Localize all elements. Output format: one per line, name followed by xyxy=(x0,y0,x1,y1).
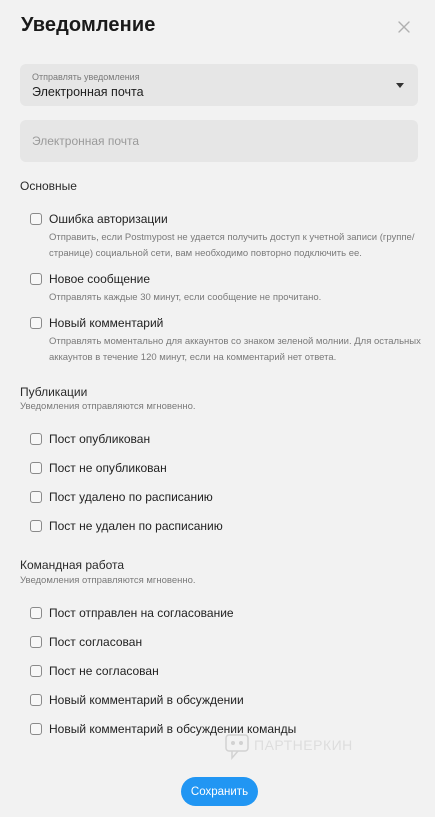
watermark-logo-icon xyxy=(224,733,250,761)
checkbox-label: Новый комментарий xyxy=(49,316,164,330)
checkbox-label: Пост согласован xyxy=(49,635,143,649)
checkbox[interactable] xyxy=(30,520,42,532)
checkbox-description: Отправлять каждые 30 минут, если сообщение не прочитано. xyxy=(49,292,322,303)
close-icon xyxy=(396,19,412,35)
checkbox-label: Ошибка авторизации xyxy=(49,212,168,226)
checkbox[interactable] xyxy=(30,213,42,225)
checkbox[interactable] xyxy=(30,433,42,445)
checkbox-label: Новый комментарий в обсуждении xyxy=(49,693,244,707)
watermark xyxy=(224,733,353,766)
select-value: Электронная почта xyxy=(32,85,144,99)
checkbox-description: Отправить, если Postmypost не удается получить доступ к учетной записи (группе/странице) социальной сети, вам необходимо повторно подключить ее. xyxy=(49,232,415,259)
send-notifications-select[interactable] xyxy=(20,64,418,106)
page-title: Уведомление xyxy=(21,14,156,36)
checkbox[interactable] xyxy=(30,665,42,677)
close-button[interactable] xyxy=(396,19,412,35)
checkbox-label: Пост не согласован xyxy=(49,664,159,678)
section-title-publications: Публикации xyxy=(20,385,88,399)
dropdown-arrow-icon xyxy=(396,83,404,88)
checkbox[interactable] xyxy=(30,317,42,329)
checkbox[interactable] xyxy=(30,491,42,503)
checkbox[interactable] xyxy=(30,462,42,474)
checkbox[interactable] xyxy=(30,273,42,285)
checkbox[interactable] xyxy=(30,636,42,648)
checkbox-label: Пост удалено по расписанию xyxy=(49,490,213,504)
section-title-main: Основные xyxy=(20,179,77,193)
checkbox-label: Новый комментарий в обсуждении команды xyxy=(49,722,297,736)
save-button[interactable]: Сохранить xyxy=(181,777,258,806)
section-subtitle-publications: Уведомления отправляются мгновенно. xyxy=(20,401,196,412)
checkbox[interactable] xyxy=(30,723,42,735)
checkbox-description: Отправлять моментально для аккаунтов со знаком зеленой молнии. Для остальных аккаунтов в течение 120 минут, если на комментарий нет ответа. xyxy=(49,336,421,363)
section-subtitle-team: Уведомления отправляются мгновенно. xyxy=(20,575,196,586)
checkbox-label: Пост не удален по расписанию xyxy=(49,519,223,533)
watermark-text: ПАРТНЕРКИН xyxy=(254,737,353,753)
email-field[interactable] xyxy=(20,120,418,162)
select-label: Отправлять уведомления xyxy=(32,72,140,82)
checkbox[interactable] xyxy=(30,694,42,706)
checkbox-label: Пост опубликован xyxy=(49,432,151,446)
section-title-team: Командная работа xyxy=(20,558,125,572)
checkbox-label: Пост не опубликован xyxy=(49,461,167,475)
checkbox[interactable] xyxy=(30,607,42,619)
checkbox-label: Пост отправлен на согласование xyxy=(49,606,234,620)
checkbox-label: Новое сообщение xyxy=(49,272,151,286)
